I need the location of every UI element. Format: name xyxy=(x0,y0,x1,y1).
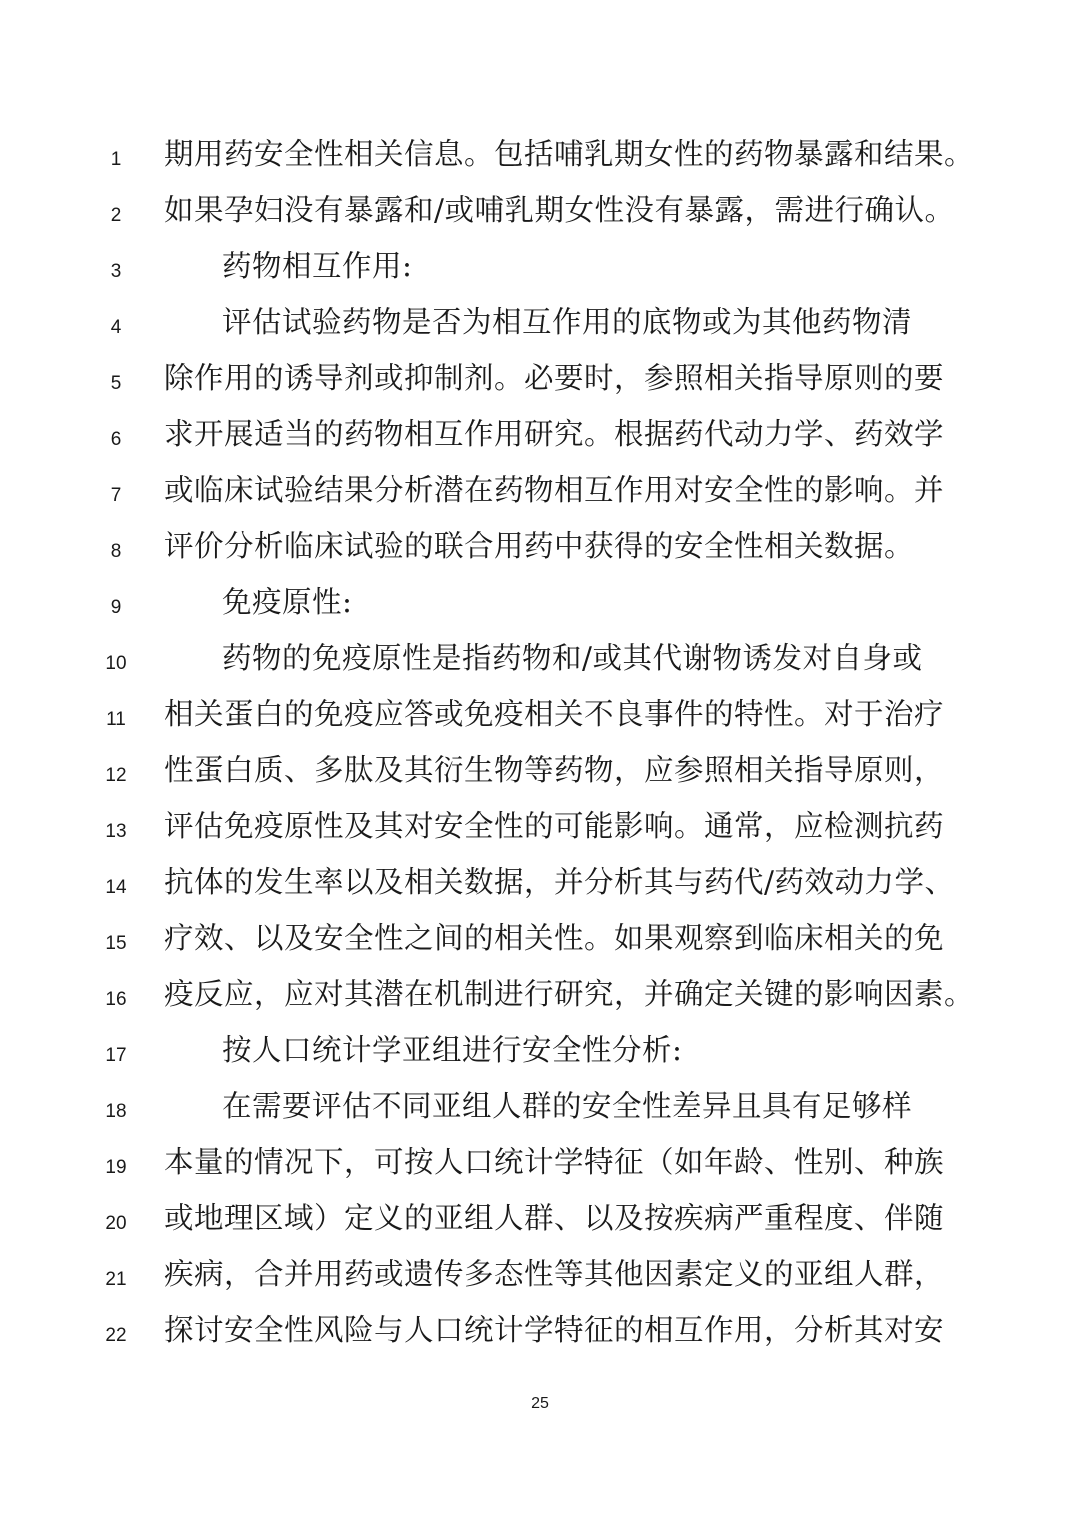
line-number: 10 xyxy=(105,653,127,674)
line-number: 12 xyxy=(105,765,127,786)
line-text: 评价分析临床试验的联合用药中获得的安全性相关数据。 xyxy=(164,529,915,563)
line-text: 求开展适当的药物相互作用研究。根据药代动力学、药效学 xyxy=(164,417,945,451)
line-text: 药物的免疫原性是指药物和/或其代谢物诱发对自身或 xyxy=(222,641,923,675)
line-number: 1 xyxy=(110,149,122,170)
line-number: 21 xyxy=(105,1269,127,1290)
text-line xyxy=(0,974,1080,1014)
line-number: 15 xyxy=(105,933,127,954)
text-line xyxy=(0,246,1080,286)
line-number: 2 xyxy=(110,205,122,226)
text-line xyxy=(0,1030,1080,1070)
text-line xyxy=(0,1086,1080,1126)
line-text: 探讨安全性风险与人口统计学特征的相互作用，分析其对安 xyxy=(164,1313,945,1347)
line-number: 9 xyxy=(110,597,122,618)
line-number: 5 xyxy=(110,373,122,394)
text-line xyxy=(0,358,1080,398)
line-number: 20 xyxy=(105,1213,127,1234)
line-number: 18 xyxy=(105,1101,127,1122)
line-text: 疾病，合并用药或遗传多态性等其他因素定义的亚组人群， xyxy=(164,1257,945,1291)
line-number: 11 xyxy=(106,709,126,730)
text-line xyxy=(0,862,1080,902)
line-text: 如果孕妇没有暴露和/或哺乳期女性没有暴露，需进行确认。 xyxy=(164,193,955,227)
line-text: 相关蛋白的免疫应答或免疫相关不良事件的特性。对于治疗 xyxy=(164,697,945,731)
text-line xyxy=(0,582,1080,622)
text-line xyxy=(0,1310,1080,1350)
text-line xyxy=(0,470,1080,510)
text-line xyxy=(0,190,1080,230)
line-number: 13 xyxy=(105,821,127,842)
line-text: 除作用的诱导剂或抑制剂。必要时，参照相关指导原则的要 xyxy=(164,361,945,395)
page-number: 25 xyxy=(531,1395,549,1412)
text-line xyxy=(0,526,1080,566)
line-number: 4 xyxy=(110,317,122,338)
line-text: 评估免疫原性及其对安全性的可能影响。通常，应检测抗药 xyxy=(164,809,945,843)
line-text: 抗体的发生率以及相关数据，并分析其与药代/药效动力学、 xyxy=(164,865,955,899)
line-number: 6 xyxy=(110,429,122,450)
text-line xyxy=(0,918,1080,958)
line-text: 性蛋白质、多肽及其衍生物等药物，应参照相关指导原则， xyxy=(164,753,945,787)
line-text: 疗效、以及安全性之间的相关性。如果观察到临床相关的免 xyxy=(164,921,945,955)
text-line xyxy=(0,1198,1080,1238)
text-line xyxy=(0,806,1080,846)
line-text: 本量的情况下，可按人口统计学特征（如年龄、性别、种族 xyxy=(164,1145,945,1179)
text-line xyxy=(0,302,1080,342)
line-text: 在需要评估不同亚组人群的安全性差异且具有足够样 xyxy=(222,1089,913,1123)
text-line xyxy=(0,1254,1080,1294)
line-number: 3 xyxy=(110,261,122,282)
line-number: 22 xyxy=(105,1325,127,1346)
line-text: 疫反应，应对其潜在机制进行研究，并确定关键的影响因素。 xyxy=(164,977,975,1011)
line-text: 或临床试验结果分析潜在药物相互作用对安全性的影响。并 xyxy=(164,473,945,507)
line-number: 19 xyxy=(105,1157,127,1178)
line-number: 14 xyxy=(105,877,127,898)
text-line xyxy=(0,694,1080,734)
line-number: 8 xyxy=(110,541,122,562)
section-heading: 按人口统计学亚组进行安全性分析: xyxy=(222,1033,683,1067)
text-line xyxy=(0,414,1080,454)
line-number: 7 xyxy=(110,485,122,506)
text-line xyxy=(0,134,1080,174)
line-text: 评估试验药物是否为相互作用的底物或为其他药物清 xyxy=(222,305,913,339)
text-line xyxy=(0,638,1080,678)
line-number: 17 xyxy=(105,1045,127,1066)
section-heading: 免疫原性: xyxy=(222,585,353,619)
text-line xyxy=(0,1142,1080,1182)
line-text: 期用药安全性相关信息。包括哺乳期女性的药物暴露和结果。 xyxy=(164,137,975,171)
line-number: 16 xyxy=(105,989,127,1010)
line-text: 或地理区域）定义的亚组人群、以及按疾病严重程度、伴随 xyxy=(164,1201,945,1235)
text-line xyxy=(0,750,1080,790)
section-heading: 药物相互作用: xyxy=(222,249,413,283)
